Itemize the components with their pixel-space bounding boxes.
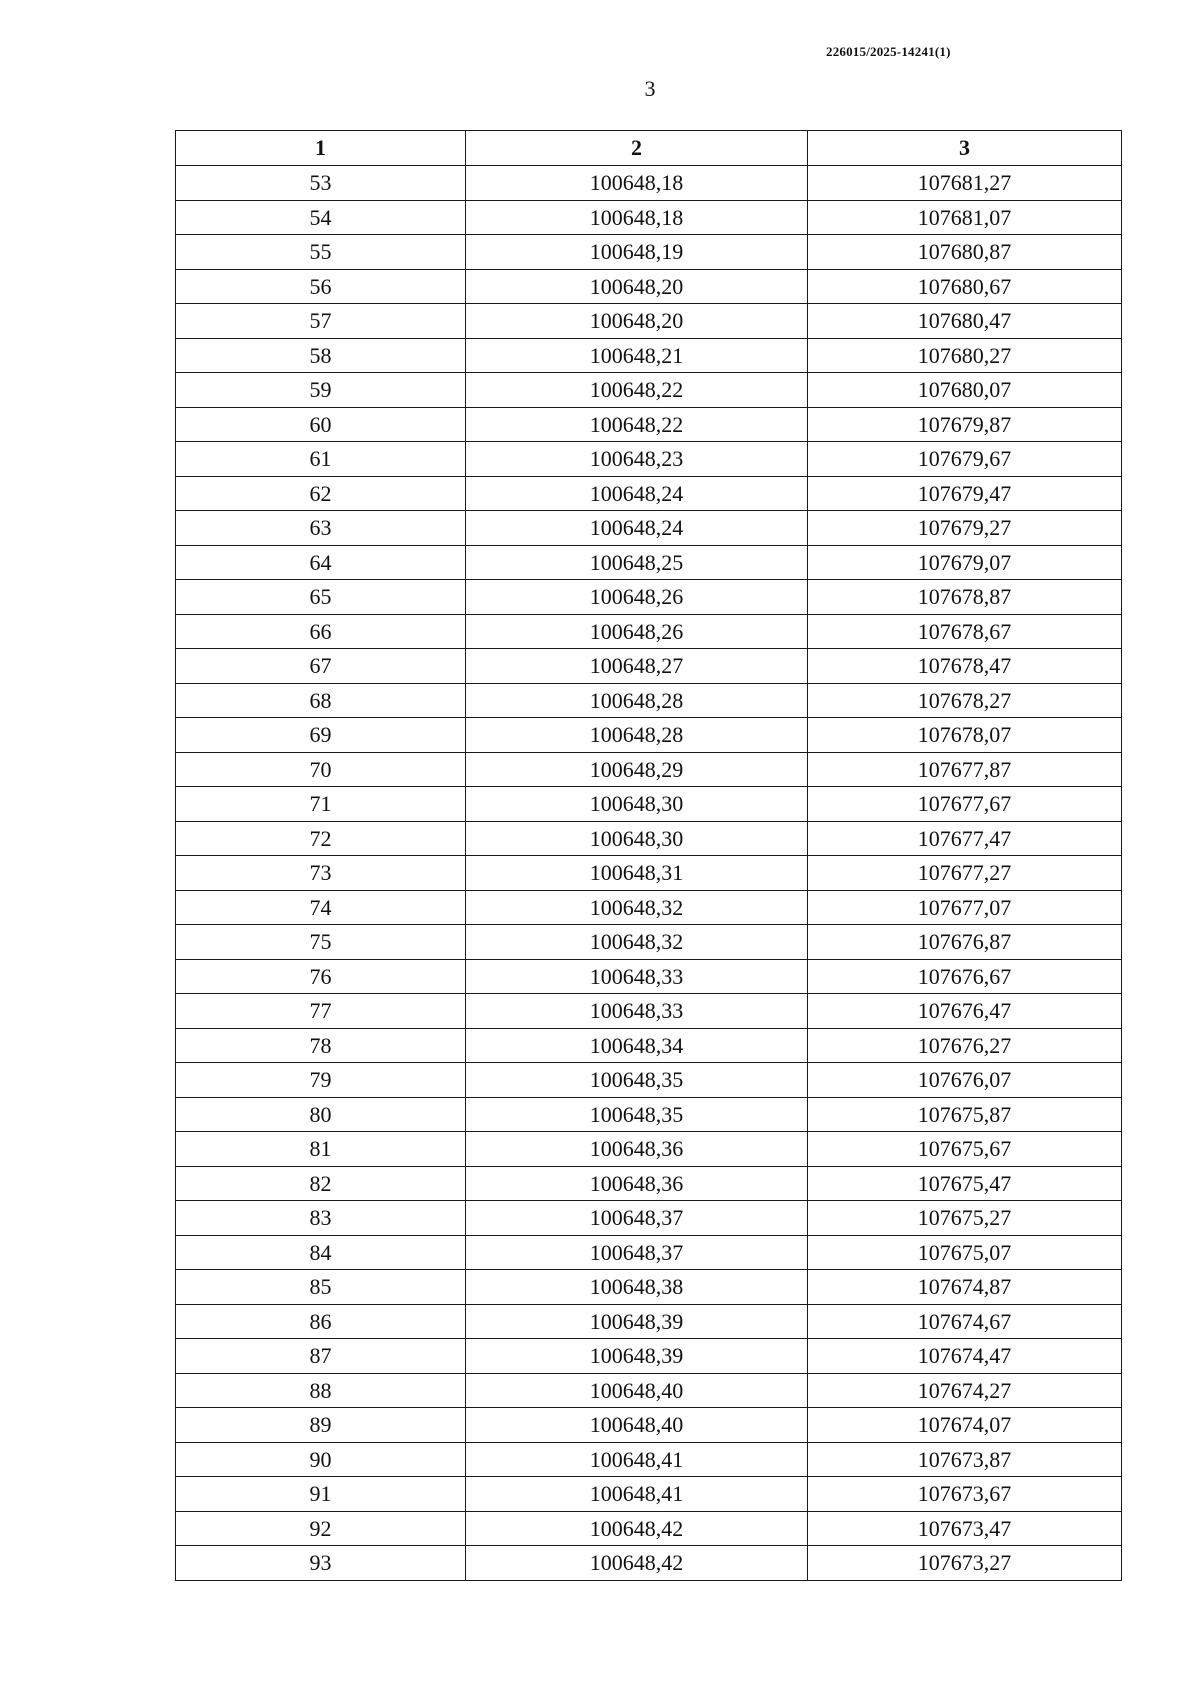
point-number-cell: 87 <box>176 1339 466 1374</box>
coordinate-x-cell: 100648,20 <box>466 304 808 339</box>
coordinate-y-cell: 107678,27 <box>808 683 1122 718</box>
table-row <box>176 683 1122 718</box>
coordinate-x-cell: 100648,35 <box>466 1063 808 1098</box>
coordinate-y-cell: 107674,67 <box>808 1304 1122 1339</box>
coordinate-x-cell: 100648,33 <box>466 994 808 1029</box>
coordinate-y-cell: 107676,87 <box>808 925 1122 960</box>
point-number-cell: 82 <box>176 1166 466 1201</box>
coordinate-x-cell: 100648,24 <box>466 476 808 511</box>
point-number-cell: 60 <box>176 407 466 442</box>
table-row <box>176 890 1122 925</box>
coordinate-x-cell: 100648,35 <box>466 1097 808 1132</box>
point-number-cell: 75 <box>176 925 466 960</box>
coordinate-x-cell: 100648,19 <box>466 235 808 270</box>
coordinate-x-cell: 100648,40 <box>466 1373 808 1408</box>
coordinate-x-cell: 100648,22 <box>466 407 808 442</box>
table-row <box>176 1546 1122 1581</box>
coordinate-x-cell: 100648,24 <box>466 511 808 546</box>
coordinate-x-cell: 100648,41 <box>466 1477 808 1512</box>
point-number-cell: 64 <box>176 545 466 580</box>
point-number-cell: 70 <box>176 752 466 787</box>
coordinate-y-cell: 107677,07 <box>808 890 1122 925</box>
coordinate-y-cell: 107673,67 <box>808 1477 1122 1512</box>
coordinate-x-cell: 100648,30 <box>466 787 808 822</box>
point-number-cell: 55 <box>176 235 466 270</box>
coordinate-y-cell: 107679,27 <box>808 511 1122 546</box>
coordinate-x-cell: 100648,39 <box>466 1339 808 1374</box>
table-row <box>176 476 1122 511</box>
table-row <box>176 821 1122 856</box>
table-row <box>176 580 1122 615</box>
point-number-cell: 74 <box>176 890 466 925</box>
table-row <box>176 1408 1122 1443</box>
table-header-row <box>176 131 1122 166</box>
coordinate-x-cell: 100648,42 <box>466 1546 808 1581</box>
coordinate-y-cell: 107677,47 <box>808 821 1122 856</box>
table-row <box>176 304 1122 339</box>
coordinate-x-cell: 100648,28 <box>466 718 808 753</box>
coordinate-y-cell: 107675,27 <box>808 1201 1122 1236</box>
point-number-cell: 67 <box>176 649 466 684</box>
coordinate-y-cell: 107680,47 <box>808 304 1122 339</box>
coordinate-y-cell: 107679,47 <box>808 476 1122 511</box>
table-row <box>176 959 1122 994</box>
table-row <box>176 1132 1122 1167</box>
coordinate-y-cell: 107677,87 <box>808 752 1122 787</box>
table-row <box>176 752 1122 787</box>
point-number-cell: 56 <box>176 269 466 304</box>
coordinate-y-cell: 107674,87 <box>808 1270 1122 1305</box>
table-row <box>176 1166 1122 1201</box>
point-number-cell: 68 <box>176 683 466 718</box>
point-number-cell: 53 <box>176 166 466 201</box>
table-row <box>176 269 1122 304</box>
coordinate-x-cell: 100648,18 <box>466 166 808 201</box>
table-body <box>176 166 1122 1581</box>
column-header-1: 1 <box>176 131 466 166</box>
coordinate-y-cell: 107680,87 <box>808 235 1122 270</box>
point-number-cell: 73 <box>176 856 466 891</box>
coordinate-x-cell: 100648,28 <box>466 683 808 718</box>
column-header-3: 3 <box>808 131 1122 166</box>
coordinate-x-cell: 100648,18 <box>466 200 808 235</box>
coordinate-x-cell: 100648,31 <box>466 856 808 891</box>
point-number-cell: 83 <box>176 1201 466 1236</box>
point-number-cell: 91 <box>176 1477 466 1512</box>
coordinate-y-cell: 107673,47 <box>808 1511 1122 1546</box>
coordinate-y-cell: 107674,07 <box>808 1408 1122 1443</box>
coordinate-y-cell: 107678,87 <box>808 580 1122 615</box>
point-number-cell: 57 <box>176 304 466 339</box>
document-reference: 226015/2025-14241(1) <box>826 44 951 59</box>
coordinate-y-cell: 107678,07 <box>808 718 1122 753</box>
coordinate-y-cell: 107680,27 <box>808 338 1122 373</box>
table-row <box>176 787 1122 822</box>
coordinate-x-cell: 100648,27 <box>466 649 808 684</box>
table-row <box>176 1097 1122 1132</box>
coordinate-x-cell: 100648,36 <box>466 1132 808 1167</box>
point-number-cell: 59 <box>176 373 466 408</box>
coordinate-y-cell: 107673,27 <box>808 1546 1122 1581</box>
coordinate-y-cell: 107681,27 <box>808 166 1122 201</box>
table-row <box>176 1270 1122 1305</box>
coordinate-y-cell: 107673,87 <box>808 1442 1122 1477</box>
coordinate-y-cell: 107679,07 <box>808 545 1122 580</box>
table-row <box>176 235 1122 270</box>
table-row <box>176 407 1122 442</box>
coordinate-x-cell: 100648,37 <box>466 1201 808 1236</box>
table-row <box>176 545 1122 580</box>
coordinate-y-cell: 107676,27 <box>808 1028 1122 1063</box>
point-number-cell: 63 <box>176 511 466 546</box>
coordinate-y-cell: 107677,67 <box>808 787 1122 822</box>
coordinate-y-cell: 107681,07 <box>808 200 1122 235</box>
point-number-cell: 89 <box>176 1408 466 1443</box>
coordinate-x-cell: 100648,38 <box>466 1270 808 1305</box>
coordinate-x-cell: 100648,26 <box>466 614 808 649</box>
coordinate-y-cell: 107680,67 <box>808 269 1122 304</box>
coordinate-y-cell: 107679,67 <box>808 442 1122 477</box>
point-number-cell: 81 <box>176 1132 466 1167</box>
table-row <box>176 338 1122 373</box>
coordinate-y-cell: 107676,67 <box>808 959 1122 994</box>
coordinate-x-cell: 100648,21 <box>466 338 808 373</box>
coordinate-x-cell: 100648,40 <box>466 1408 808 1443</box>
table-row <box>176 166 1122 201</box>
coordinate-y-cell: 107678,67 <box>808 614 1122 649</box>
coordinate-x-cell: 100648,41 <box>466 1442 808 1477</box>
coordinate-x-cell: 100648,36 <box>466 1166 808 1201</box>
coordinate-y-cell: 107675,07 <box>808 1235 1122 1270</box>
point-number-cell: 85 <box>176 1270 466 1305</box>
table-row <box>176 1477 1122 1512</box>
point-number-cell: 61 <box>176 442 466 477</box>
coordinate-x-cell: 100648,22 <box>466 373 808 408</box>
table-row <box>176 442 1122 477</box>
point-number-cell: 80 <box>176 1097 466 1132</box>
coordinates-table <box>175 130 1122 1581</box>
point-number-cell: 72 <box>176 821 466 856</box>
coordinate-y-cell: 107680,07 <box>808 373 1122 408</box>
coordinate-x-cell: 100648,32 <box>466 890 808 925</box>
point-number-cell: 78 <box>176 1028 466 1063</box>
point-number-cell: 71 <box>176 787 466 822</box>
coordinate-x-cell: 100648,30 <box>466 821 808 856</box>
table-row <box>176 649 1122 684</box>
table-row <box>176 373 1122 408</box>
point-number-cell: 62 <box>176 476 466 511</box>
point-number-cell: 90 <box>176 1442 466 1477</box>
table-row <box>176 511 1122 546</box>
point-number-cell: 84 <box>176 1235 466 1270</box>
point-number-cell: 76 <box>176 959 466 994</box>
point-number-cell: 79 <box>176 1063 466 1098</box>
coordinate-x-cell: 100648,32 <box>466 925 808 960</box>
coordinate-x-cell: 100648,39 <box>466 1304 808 1339</box>
table-row <box>176 614 1122 649</box>
table-row <box>176 994 1122 1029</box>
coordinate-y-cell: 107675,67 <box>808 1132 1122 1167</box>
page-number: 3 <box>644 76 656 101</box>
table-row <box>176 1339 1122 1374</box>
point-number-cell: 66 <box>176 614 466 649</box>
coordinate-x-cell: 100648,26 <box>466 580 808 615</box>
coordinate-y-cell: 107679,87 <box>808 407 1122 442</box>
table-row <box>176 1511 1122 1546</box>
coordinate-x-cell: 100648,25 <box>466 545 808 580</box>
coordinate-x-cell: 100648,42 <box>466 1511 808 1546</box>
table-row <box>176 925 1122 960</box>
table-row <box>176 200 1122 235</box>
table-row <box>176 1028 1122 1063</box>
point-number-cell: 77 <box>176 994 466 1029</box>
table-row <box>176 1235 1122 1270</box>
coordinate-y-cell: 107676,07 <box>808 1063 1122 1098</box>
point-number-cell: 93 <box>176 1546 466 1581</box>
table-row <box>176 1373 1122 1408</box>
coordinate-y-cell: 107674,27 <box>808 1373 1122 1408</box>
table-row <box>176 856 1122 891</box>
coordinate-x-cell: 100648,34 <box>466 1028 808 1063</box>
table-row <box>176 1442 1122 1477</box>
coordinate-x-cell: 100648,20 <box>466 269 808 304</box>
coordinate-x-cell: 100648,29 <box>466 752 808 787</box>
point-number-cell: 65 <box>176 580 466 615</box>
table-row <box>176 1304 1122 1339</box>
coordinate-y-cell: 107677,27 <box>808 856 1122 891</box>
table-row <box>176 718 1122 753</box>
coordinate-y-cell: 107674,47 <box>808 1339 1122 1374</box>
table-row <box>176 1201 1122 1236</box>
point-number-cell: 58 <box>176 338 466 373</box>
coordinate-x-cell: 100648,33 <box>466 959 808 994</box>
table-row <box>176 1063 1122 1098</box>
coordinate-y-cell: 107678,47 <box>808 649 1122 684</box>
point-number-cell: 92 <box>176 1511 466 1546</box>
point-number-cell: 54 <box>176 200 466 235</box>
coordinate-y-cell: 107675,47 <box>808 1166 1122 1201</box>
point-number-cell: 88 <box>176 1373 466 1408</box>
coordinate-x-cell: 100648,37 <box>466 1235 808 1270</box>
coordinate-x-cell: 100648,23 <box>466 442 808 477</box>
point-number-cell: 69 <box>176 718 466 753</box>
column-header-2: 2 <box>466 131 808 166</box>
coordinate-y-cell: 107676,47 <box>808 994 1122 1029</box>
coordinate-y-cell: 107675,87 <box>808 1097 1122 1132</box>
point-number-cell: 86 <box>176 1304 466 1339</box>
